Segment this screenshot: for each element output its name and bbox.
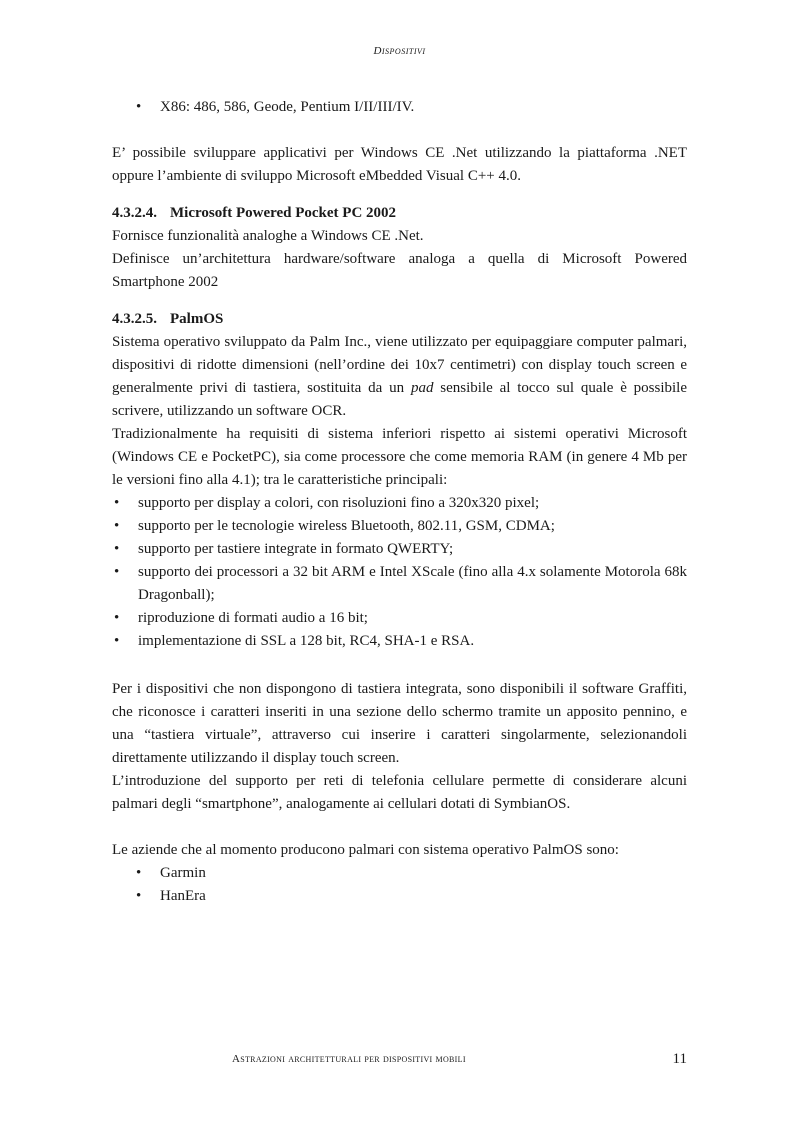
footer-title: Astrazioni architetturali per dispositivi mobili bbox=[232, 1053, 466, 1065]
list-item: • X86: 486, 586, Geode, Pentium I/II/III/IV. bbox=[112, 96, 687, 119]
list-item: • HanEra bbox=[112, 885, 687, 908]
paragraph-palmos-intro: Sistema operativo sviluppato da Palm Inc., viene utilizzato per equipaggiare computer palmari, dispositivi di ridotte dimensioni (nell’ordine dei 10x7 centimetri) con display touch screen e generalmente privi di tastiera, sostituita da un pad sensibile al tocco sul quale è possibile scrivere, utilizzando un software OCR. bbox=[112, 334, 688, 419]
section-title: PalmOS bbox=[170, 311, 224, 327]
section-title: Microsoft Powered Pocket PC 2002 bbox=[170, 205, 397, 221]
companies-list bbox=[112, 862, 687, 908]
list-item: • riproduzione di formati audio a 16 bit; bbox=[112, 607, 687, 630]
page-number: 11 bbox=[672, 1051, 687, 1067]
paragraph-graffiti: Per i dispositivi che non dispongono di tastiera integrata, sono disponibili il software Graffiti, che riconosce i caratteri inseriti in una sezione dello schermo tramite un apposito pennino, e una “tastiera virtuale”, attraverso cui inserire i caratteri singolarmente, selezionandoli direttamente utilizzando il display touch screen. bbox=[112, 681, 687, 766]
section-number: 4.3.2.5. bbox=[112, 311, 157, 327]
paragraph-palmos-requirements: Tradizionalmente ha requisiti di sistema inferiori rispetto ai sistemi operativi Microsoft (Windows CE e PocketPC), sia come processore che come memoria RAM (in genere 4 Mb per le versioni fino alla 4.1); tra le caratteristiche principali: bbox=[112, 426, 687, 488]
paragraph-pocketpc-1: Fornisce funzionalità analoghe a Windows CE .Net. bbox=[112, 228, 424, 244]
section-heading-pocketpc bbox=[112, 202, 687, 225]
processor-list bbox=[112, 96, 687, 119]
list-item: • implementazione di SSL a 128 bit, RC4, SHA-1 e RSA. bbox=[112, 630, 687, 653]
list-item: • supporto dei processori a 32 bit ARM e Intel XScale (fino alla 4.x solamente Motorola 68k Dragonball); bbox=[112, 561, 687, 607]
running-header: Dispositivi bbox=[373, 45, 426, 57]
list-item: • supporto per tastiere integrate in formato QWERTY; bbox=[112, 538, 687, 561]
paragraph-companies: Le aziende che al momento producono palmari con sistema operativo PalmOS sono: bbox=[112, 842, 619, 858]
list-item: • Garmin bbox=[112, 862, 687, 885]
list-item: • supporto per display a colori, con risoluzioni fino a 320x320 pixel; bbox=[112, 492, 687, 515]
paragraph-wince: E’ possibile sviluppare applicativi per Windows CE .Net utilizzando la piattaforma .NET oppure l’ambiente di sviluppo Microsoft eMbedded Visual C++ 4.0. bbox=[112, 145, 687, 184]
emphasis-pad: pad bbox=[410, 380, 434, 396]
section-heading-palmos bbox=[112, 308, 687, 331]
palmos-features-list bbox=[112, 492, 687, 653]
page-body bbox=[112, 96, 687, 908]
section-number: 4.3.2.4. bbox=[112, 205, 157, 221]
paragraph-pocketpc-2: Definisce un’architettura hardware/software analoga a quella di Microsoft Powered Smartphone 2002 bbox=[112, 251, 687, 290]
list-item: • supporto per le tecnologie wireless Bluetooth, 802.11, GSM, CDMA; bbox=[112, 515, 687, 538]
paragraph-telephony: L’introduzione del supporto per reti di telefonia cellulare permette di considerare alcuni palmari degli “smartphone”, analogamente ai cellulari dotati di SymbianOS. bbox=[112, 773, 687, 812]
